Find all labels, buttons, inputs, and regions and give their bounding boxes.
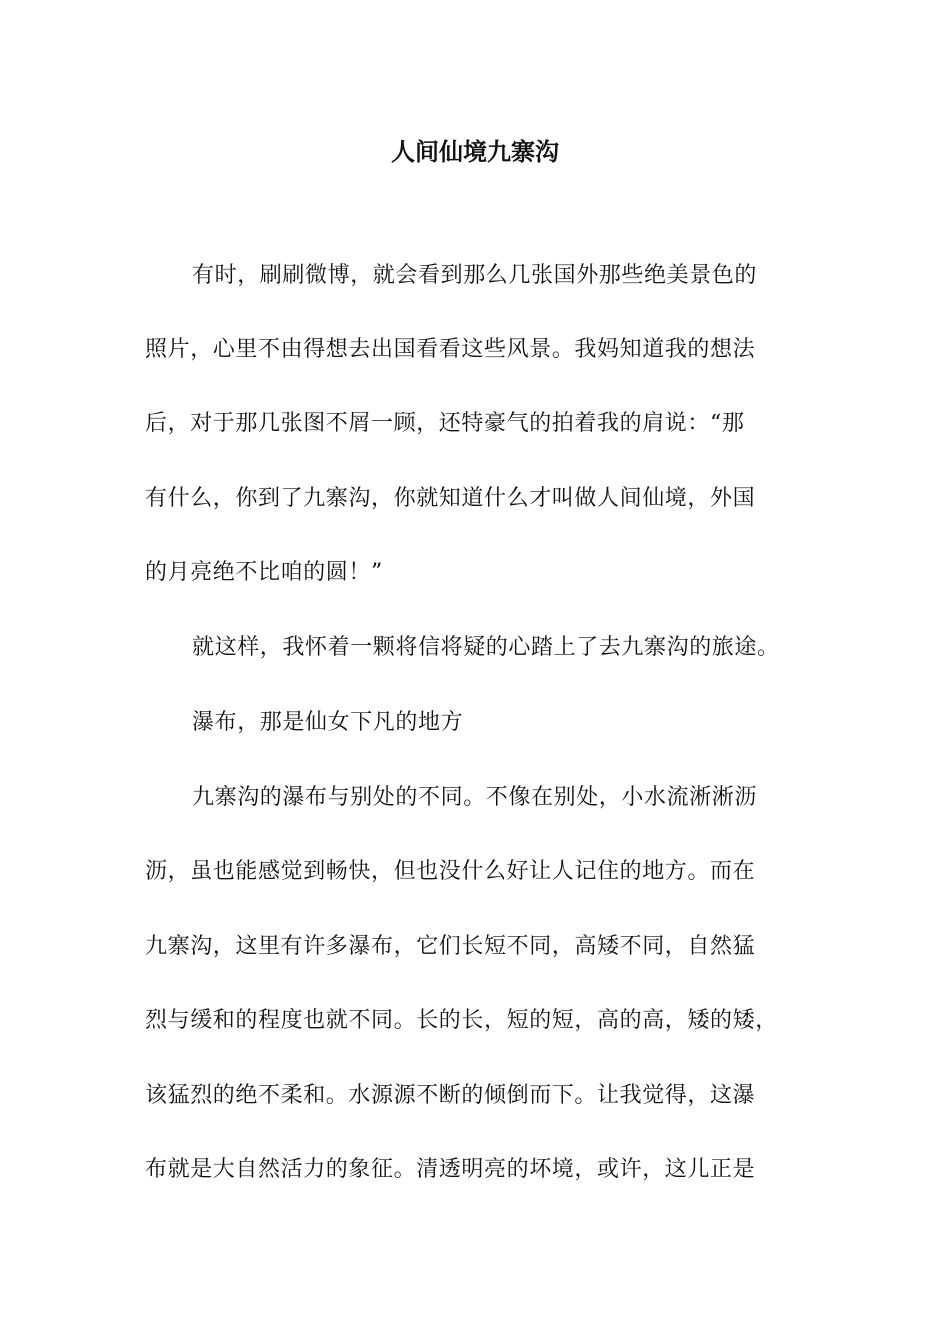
paragraph-line: 烈与缓和的程度也就不同。长的长，短的短，高的高，矮的矮， bbox=[145, 1008, 778, 1033]
document-title: 人间仙境九寨沟 bbox=[391, 137, 559, 166]
paragraph-line: 就这样，我怀着一颗将信将疑的心踏上了去九寨沟的旅途。 bbox=[192, 635, 780, 660]
paragraph-line: 后，对于那几张图不屑一顾，还特豪气的拍着我的肩说：“那 bbox=[145, 411, 745, 436]
section-heading: 瀑布，那是仙女下凡的地方 bbox=[192, 710, 464, 735]
paragraph-line: 的月亮绝不比咱的圆！” bbox=[145, 560, 383, 585]
paragraph-line: 九寨沟，这里有许多瀑布，它们长短不同，高矮不同，自然猛 bbox=[145, 934, 756, 959]
paragraph-line: 沥，虽也能感觉到畅快，但也没什么好让人记住的地方。而在 bbox=[145, 859, 756, 884]
paragraph-line: 有时，刷刷微博，就会看到那么几张国外那些绝美景色的 bbox=[192, 263, 758, 288]
paragraph-line: 九寨沟的瀑布与别处的不同。不像在别处，小水流淅淅沥 bbox=[192, 785, 758, 810]
paragraph-line: 该猛烈的绝不柔和。水源源不断的倾倒而下。让我觉得，这瀑 bbox=[145, 1083, 756, 1108]
paragraph-line: 照片，心里不由得想去出国看看这些风景。我妈知道我的想法 bbox=[145, 337, 756, 362]
paragraph-line: 布就是大自然活力的象征。清透明亮的坏境，或许，这儿正是 bbox=[145, 1157, 756, 1182]
paragraph-line: 有什么，你到了九寨沟，你就知道什么才叫做人间仙境，外国 bbox=[145, 486, 756, 511]
